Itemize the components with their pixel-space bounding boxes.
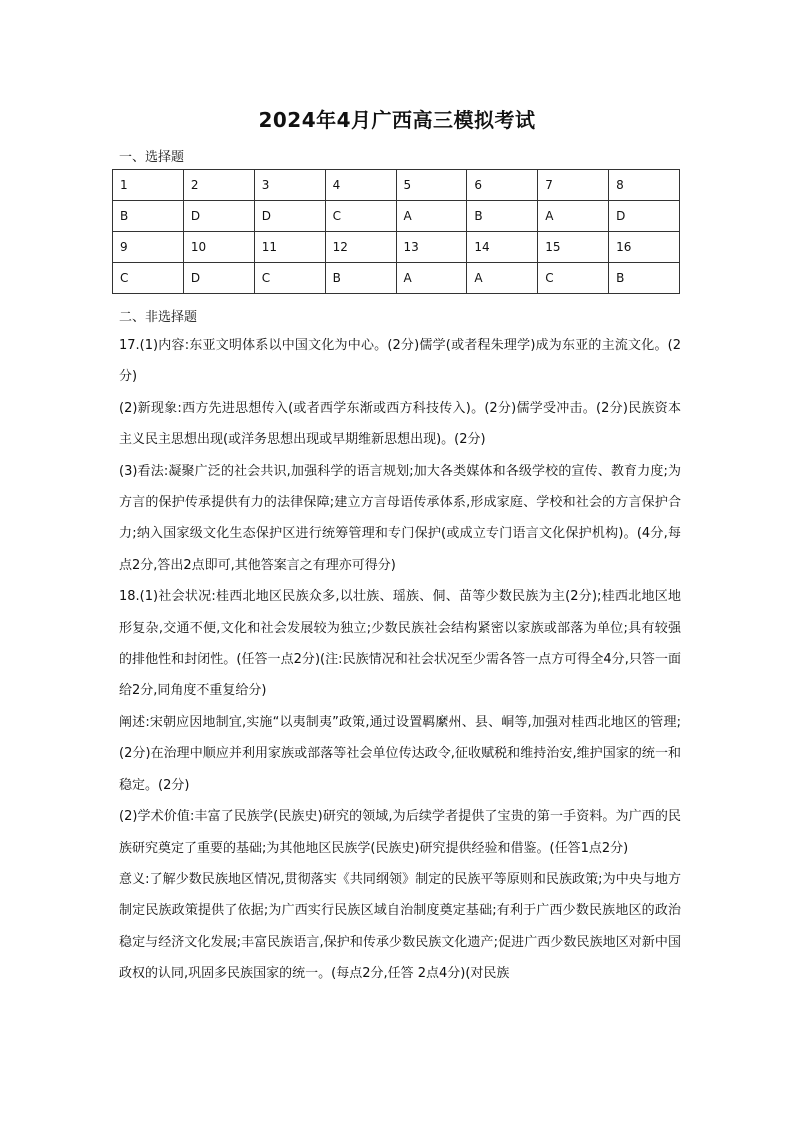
table-cell: A <box>396 263 467 294</box>
table-cell: 11 <box>254 232 325 263</box>
answer-paragraph: (3)看法:凝聚广泛的社会共识,加强科学的语言规划;加大各类媒体和各级学校的宣传、教育力度;为方言的保护传承提供有力的法律保障;建立方言母语传承体系,形成家庭、学校和社会的方言保护合力;纳入国家级文化生态保护区进行统筹管理和专门保护(或成立专门语言文化保护机构)。(4分,每点2分,答出2点即可,其他答案言之有理亦可得分) <box>119 463 681 573</box>
table-cell: 15 <box>538 232 609 263</box>
table-cell: 10 <box>183 232 254 263</box>
table-cell: 3 <box>254 170 325 201</box>
table-cell: 12 <box>325 232 396 263</box>
table-row <box>113 263 680 294</box>
table-cell: 8 <box>609 170 680 201</box>
table-cell: 14 <box>467 232 538 263</box>
table-cell: 1 <box>113 170 184 201</box>
answer-paragraph: 意义:了解少数民族地区情况,贯彻落实《共同纲领》制定的民族平等原则和民族政策;为中央与地方制定民族政策提供了依据;为广西实行民族区域自治制度奠定基础;有利于广西少数民族地区的政治稳定与经济文化发展;丰富民族语言,保护和传承少数民族文化遗产;促进广西少数民族地区对新中国政权的认同,巩固多民族国家的统一。(每点2分,任答 2点4分)(对民族 <box>119 871 681 982</box>
table-cell: 16 <box>609 232 680 263</box>
page-title: 2024年4月广西高三模拟考试 <box>258 108 536 132</box>
table-cell: 13 <box>396 232 467 263</box>
table-cell: 7 <box>538 170 609 201</box>
table-cell: 4 <box>325 170 396 201</box>
table-cell: 5 <box>396 170 467 201</box>
table-cell: D <box>609 201 680 232</box>
table-cell: 6 <box>467 170 538 201</box>
table-cell: B <box>609 263 680 294</box>
table-cell: D <box>254 201 325 232</box>
answer-table <box>112 169 680 294</box>
table-row <box>113 232 680 263</box>
table-cell: C <box>254 263 325 294</box>
table-cell: D <box>183 263 254 294</box>
table-cell: C <box>113 263 184 294</box>
section-heading-nonchoice: 二、非选择题 <box>119 310 198 325</box>
answer-text <box>119 330 681 990</box>
table-cell: C <box>538 263 609 294</box>
table-cell: 2 <box>183 170 254 201</box>
table-cell: D <box>183 201 254 232</box>
table-cell: B <box>113 201 184 232</box>
section-heading-choice: 一、选择题 <box>119 150 185 165</box>
answer-paragraph: (2)新现象:西方先进思想传入(或者西学东渐或西方科技传入)。(2分)儒学受冲击。(2分)民族资本主义民主思想出现(或洋务思想出现或早期维新思想出现)。(2分) <box>119 400 681 448</box>
table-cell: B <box>325 263 396 294</box>
table-row <box>113 201 680 232</box>
table-cell: B <box>467 201 538 232</box>
table-cell: C <box>325 201 396 232</box>
answer-paragraph: 17.(1)内容:东亚文明体系以中国文化为中心。(2分)儒学(或者程朱理学)成为东亚的主流文化。(2分) <box>119 338 681 385</box>
table-cell: A <box>538 201 609 232</box>
table-row <box>113 170 680 201</box>
table-cell: 9 <box>113 232 184 263</box>
table-cell: A <box>467 263 538 294</box>
answer-paragraph: 18.(1)社会状况:桂西北地区民族众多,以壮族、瑶族、侗、苗等少数民族为主(2分);桂西北地区地形复杂,交通不便,文化和社会发展较为独立;少数民族社会结构紧密以家族或部落为单位;具有较强的排他性和封闭性。(任答一点2分)(注:民族情况和社会状况至少需各答一点方可得全4分,只答一面给2分,同角度不重复给分) <box>119 589 681 699</box>
table-cell: A <box>396 201 467 232</box>
answer-paragraph: (2)学术价值:丰富了民族学(民族史)研究的领域,为后续学者提供了宝贵的第一手资料。为广西的民族研究奠定了重要的基础;为其他地区民族学(民族史)研究提供经验和借鉴。(任答1点2分) <box>119 809 681 856</box>
answer-paragraph: 阐述:宋朝应因地制宜,实施“以夷制夷”政策,通过设置羁縻州、县、峒等,加强对桂西北地区的管理;(2分)在治理中顺应并利用家族或部落等社会单位传达政令,征收赋税和维持治安,维护国家的统一和稳定。(2分) <box>119 714 681 793</box>
